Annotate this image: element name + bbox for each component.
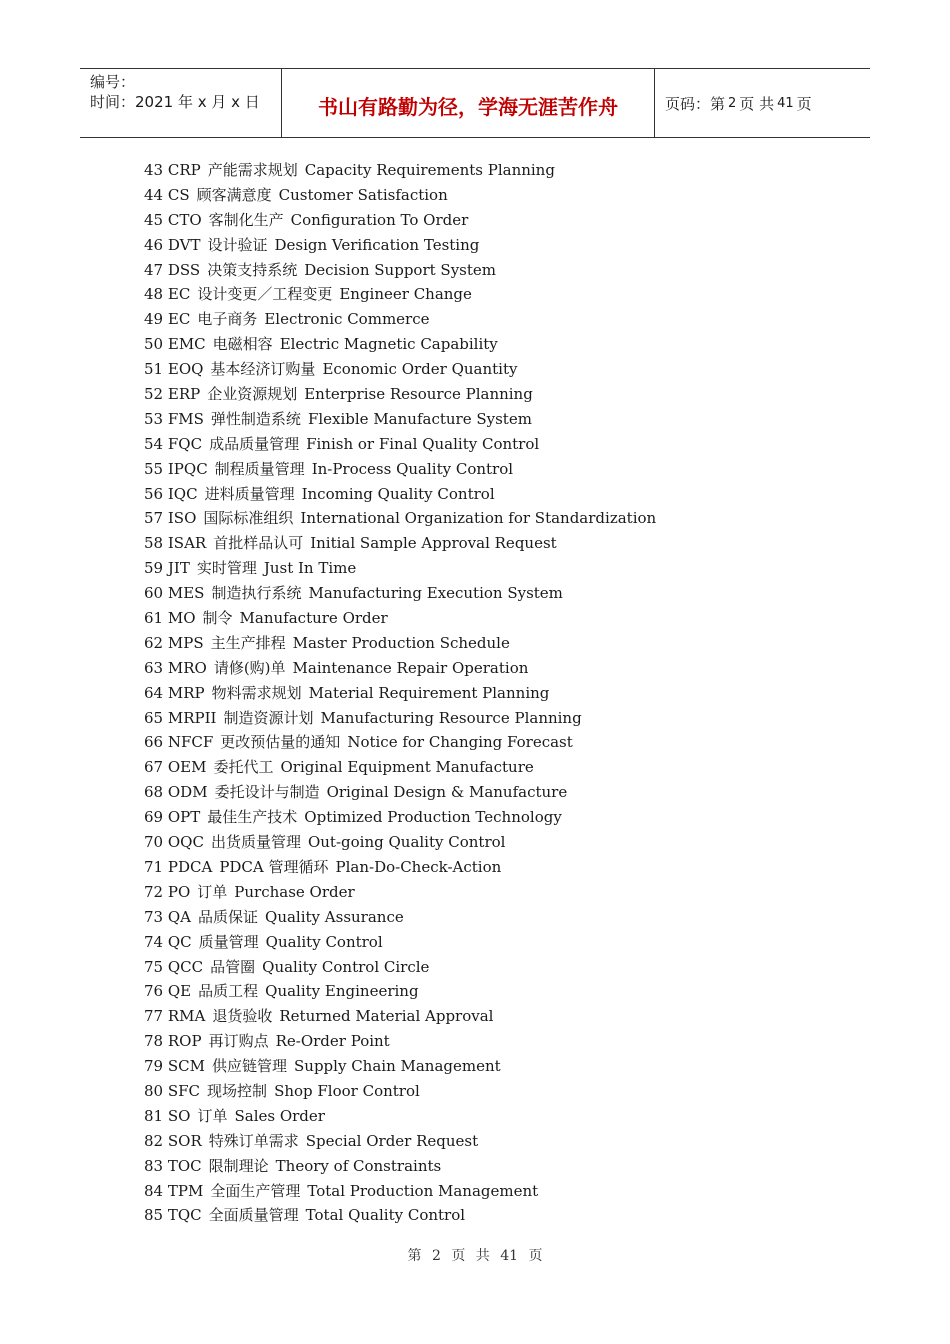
term-number: 70 <box>144 833 164 852</box>
page-prefix: 页码：第 <box>665 94 726 113</box>
term-item <box>144 656 844 681</box>
term-number: 69 <box>144 808 164 827</box>
term-chinese: 最佳生产技术 <box>207 808 298 827</box>
term-item <box>144 805 844 830</box>
term-item <box>144 905 844 930</box>
term-english: Quality Assurance <box>265 907 404 926</box>
footer-di: 第 <box>407 1248 422 1264</box>
term-abbr: OQC <box>167 833 204 852</box>
term-english: Manufacture Order <box>239 609 388 628</box>
term-english: Quality Control <box>265 932 383 951</box>
term-code <box>144 385 200 403</box>
term-english: Total Production Management <box>307 1181 539 1200</box>
term-english: Incoming Quality Control <box>301 484 495 503</box>
term-number: 63 <box>144 658 164 677</box>
term-number: 46 <box>144 235 164 254</box>
term-chinese: 订单 <box>197 1106 228 1125</box>
term-abbr: CRP <box>167 161 201 179</box>
term-number: 80 <box>144 1081 164 1100</box>
term-english: Returned Material Approval <box>279 1007 494 1026</box>
term-abbr: SCM <box>167 1057 205 1076</box>
term-chinese: 弹性制造系统 <box>210 409 301 428</box>
term-chinese: 设计变更／工程变更 <box>197 285 333 304</box>
term-chinese: 限制理论 <box>208 1156 269 1175</box>
term-number: 51 <box>144 360 164 379</box>
term-abbr: QE <box>167 982 192 1001</box>
term-code <box>144 908 191 926</box>
term-item <box>144 531 844 556</box>
term-number: 64 <box>144 683 164 702</box>
term-number: 50 <box>144 335 164 354</box>
term-english: Engineer Change <box>339 285 472 304</box>
term-chinese: 全面质量管理 <box>208 1206 299 1225</box>
term-code <box>144 360 203 378</box>
term-english: In-Process Quality Control <box>311 459 514 478</box>
term-english: International Organization for Standardization <box>300 509 657 528</box>
serial-label: 编号： <box>90 73 136 91</box>
term-english: Special Order Request <box>305 1131 479 1150</box>
term-chinese: 品质保证 <box>198 907 259 926</box>
term-chinese: 实时管理 <box>196 559 257 578</box>
term-abbr: TPM <box>167 1181 204 1200</box>
term-chinese: 主生产排程 <box>210 633 286 652</box>
term-number: 85 <box>144 1206 164 1225</box>
time-label: 时间：2021 年 x 月 x 日 <box>90 93 260 111</box>
term-number: 78 <box>144 1032 164 1051</box>
term-chinese: 物料需求规划 <box>211 683 302 702</box>
term-chinese: 更改预估量的通知 <box>220 733 341 752</box>
term-abbr: CTO <box>167 210 202 229</box>
term-english: Material Requirement Planning <box>308 683 550 702</box>
term-code <box>144 485 198 503</box>
motto: 书山有路勤为径，学海无涯苦作舟 <box>318 94 618 119</box>
term-number: 49 <box>144 310 164 329</box>
term-item <box>144 432 844 457</box>
page-total: 41 <box>777 95 794 111</box>
term-english: Electronic Commerce <box>264 310 430 329</box>
term-item <box>144 1154 844 1179</box>
term-english: Total Quality Control <box>305 1206 466 1225</box>
term-chinese: 供应链管理 <box>212 1057 288 1076</box>
term-code <box>144 236 200 254</box>
term-number: 60 <box>144 584 164 603</box>
term-abbr: ISAR <box>167 534 207 553</box>
term-chinese: 订单 <box>197 882 228 901</box>
term-english: Master Production Schedule <box>292 633 510 652</box>
term-english: Electric Magnetic Capability <box>279 335 498 354</box>
term-item <box>144 208 844 233</box>
term-item <box>144 482 844 507</box>
term-abbr: TQC <box>167 1206 202 1225</box>
term-code <box>144 833 204 851</box>
term-abbr: SOR <box>167 1131 202 1150</box>
term-number: 83 <box>144 1156 164 1175</box>
term-chinese: 成品质量管理 <box>209 434 300 453</box>
term-item <box>144 282 844 307</box>
term-abbr: PDCA <box>167 857 213 876</box>
term-code <box>144 858 212 876</box>
term-number: 73 <box>144 907 164 926</box>
term-code <box>144 1082 200 1100</box>
term-item <box>144 556 844 581</box>
term-item <box>144 183 844 208</box>
term-chinese: 全面生产管理 <box>210 1181 301 1200</box>
page-header <box>80 68 870 138</box>
term-item <box>144 1054 844 1079</box>
term-code <box>144 211 202 229</box>
term-chinese: 电子商务 <box>197 310 258 329</box>
term-abbr: RMA <box>167 1007 206 1026</box>
term-code <box>144 584 204 602</box>
page-suffix: 页 <box>796 94 812 113</box>
term-number: 71 <box>144 857 164 876</box>
footer-page-number: 2 <box>431 1248 441 1264</box>
term-number: 57 <box>144 509 164 528</box>
term-list <box>144 158 844 1228</box>
term-item <box>144 581 844 606</box>
term-item <box>144 1104 844 1129</box>
term-code <box>144 161 201 179</box>
term-item <box>144 979 844 1004</box>
term-code <box>144 659 207 677</box>
term-chinese: 出货质量管理 <box>210 833 301 852</box>
term-abbr: EC <box>167 285 191 304</box>
term-chinese: 特殊订单需求 <box>208 1131 299 1150</box>
footer-ye-end: 页 <box>528 1248 543 1264</box>
term-abbr: MPS <box>167 633 204 652</box>
term-code <box>144 758 206 776</box>
term-chinese: 制造执行系统 <box>211 584 302 603</box>
term-english: Configuration To Order <box>290 210 469 229</box>
term-chinese: 再订购点 <box>208 1032 269 1051</box>
term-english: Original Design & Manufacture <box>326 783 568 802</box>
term-number: 75 <box>144 957 164 976</box>
term-chinese: 首批样品认可 <box>213 534 304 553</box>
term-item <box>144 681 844 706</box>
term-chinese: 品质工程 <box>198 982 259 1001</box>
term-chinese: 制程质量管理 <box>214 459 305 478</box>
term-code <box>144 1182 203 1200</box>
term-chinese: 制令 <box>202 609 233 628</box>
footer-gong: 共 <box>475 1248 490 1264</box>
term-item <box>144 357 844 382</box>
term-chinese: 顾客满意度 <box>196 185 272 204</box>
term-code <box>144 982 191 1000</box>
term-item <box>144 407 844 432</box>
term-code <box>144 709 216 727</box>
term-abbr: MRPII <box>167 708 217 727</box>
term-code <box>144 460 208 478</box>
term-english: Customer Satisfaction <box>278 185 448 204</box>
term-abbr: PO <box>167 882 191 901</box>
term-abbr: NFCF <box>167 733 214 752</box>
term-code <box>144 186 190 204</box>
term-item <box>144 506 844 531</box>
term-item <box>144 233 844 258</box>
term-english: Enterprise Resource Planning <box>304 385 533 404</box>
term-chinese: 国际标准组织 <box>203 509 294 528</box>
term-number: 55 <box>144 459 164 478</box>
term-abbr: QCC <box>167 957 204 976</box>
term-abbr: ROP <box>167 1032 202 1051</box>
term-code <box>144 410 204 428</box>
term-number: 47 <box>144 260 164 279</box>
term-code <box>144 509 196 527</box>
footer-ye: 页 <box>451 1248 466 1264</box>
term-chinese: 品管圈 <box>210 957 256 976</box>
term-code <box>144 435 202 453</box>
term-code <box>144 310 190 328</box>
term-code <box>144 1007 205 1025</box>
term-item <box>144 830 844 855</box>
term-english: Out-going Quality Control <box>307 833 506 852</box>
term-abbr: FQC <box>167 434 203 453</box>
term-number: 82 <box>144 1131 164 1150</box>
term-number: 59 <box>144 559 164 578</box>
term-number: 48 <box>144 285 164 304</box>
term-item <box>144 332 844 357</box>
term-english: Original Equipment Manufacture <box>280 758 534 777</box>
term-code <box>144 1157 202 1175</box>
term-item <box>144 880 844 905</box>
term-code <box>144 733 213 751</box>
term-chinese: 质量管理 <box>198 932 259 951</box>
term-number: 79 <box>144 1057 164 1076</box>
term-number: 65 <box>144 708 164 727</box>
term-number: 84 <box>144 1181 164 1200</box>
term-english: Purchase Order <box>234 882 355 901</box>
term-abbr: SO <box>167 1106 191 1125</box>
term-english: Optimized Production Technology <box>304 808 562 827</box>
term-english: Decision Support System <box>304 260 496 279</box>
term-code <box>144 933 192 951</box>
term-code <box>144 1057 205 1075</box>
term-chinese: 请修(购)单 <box>213 658 286 677</box>
term-chinese: 决策支持系统 <box>207 260 298 279</box>
term-english: Manufacturing Resource Planning <box>320 708 582 727</box>
term-number: 53 <box>144 409 164 428</box>
term-chinese: 制造资源计划 <box>223 708 314 727</box>
term-code <box>144 634 204 652</box>
term-code <box>144 1132 202 1150</box>
term-item <box>144 382 844 407</box>
page-mid: 页 共 <box>739 94 775 113</box>
term-item <box>144 955 844 980</box>
term-number: 61 <box>144 609 164 628</box>
term-english: Sales Order <box>234 1106 325 1125</box>
term-english: Finish or Final Quality Control <box>306 434 540 453</box>
term-item <box>144 1079 844 1104</box>
term-item <box>144 855 844 880</box>
term-abbr: SFC <box>167 1081 201 1100</box>
header-motto-cell <box>281 69 655 137</box>
term-number: 76 <box>144 982 164 1001</box>
term-abbr: EC <box>167 310 191 329</box>
term-abbr: EMC <box>167 335 206 354</box>
page-footer <box>0 1245 950 1265</box>
term-code <box>144 534 206 552</box>
term-item <box>144 1179 844 1204</box>
header-page-info <box>655 69 870 137</box>
term-item <box>144 631 844 656</box>
term-english: Initial Sample Approval Request <box>310 534 557 553</box>
footer-page-total: 41 <box>500 1248 519 1264</box>
term-code <box>144 783 208 801</box>
term-item <box>144 1029 844 1054</box>
term-chinese: 进料质量管理 <box>204 484 295 503</box>
term-chinese: 委托代工 <box>213 758 274 777</box>
term-chinese: 基本经济订购量 <box>210 360 316 379</box>
term-english: Economic Order Quantity <box>322 360 518 379</box>
term-item <box>144 606 844 631</box>
term-english: Supply Chain Management <box>294 1057 501 1076</box>
term-code <box>144 335 206 353</box>
term-code <box>144 808 200 826</box>
term-code <box>144 261 200 279</box>
term-code <box>144 883 190 901</box>
term-abbr: OPT <box>167 808 201 827</box>
term-abbr: CS <box>167 185 190 204</box>
term-chinese: PDCA 管理循环 <box>219 857 329 876</box>
term-english: Just In Time <box>263 559 357 578</box>
term-number: 45 <box>144 210 164 229</box>
term-number: 58 <box>144 534 164 553</box>
term-chinese: 客制化生产 <box>208 210 284 229</box>
term-abbr: ISO <box>167 509 197 528</box>
term-english: Quality Control Circle <box>262 957 430 976</box>
term-english: Capacity Requirements Planning <box>304 161 555 179</box>
term-chinese: 电磁相容 <box>212 335 273 354</box>
term-number: 72 <box>144 882 164 901</box>
term-number: 77 <box>144 1007 164 1026</box>
term-item <box>144 1004 844 1029</box>
term-abbr: OEM <box>167 758 207 777</box>
term-abbr: TOC <box>167 1156 202 1175</box>
term-number: 81 <box>144 1106 164 1125</box>
term-abbr: MO <box>167 609 196 628</box>
term-code <box>144 958 203 976</box>
term-english: Shop Floor Control <box>274 1081 420 1100</box>
term-abbr: FMS <box>167 409 204 428</box>
term-abbr: IQC <box>167 484 198 503</box>
term-number: 44 <box>144 185 164 204</box>
term-chinese: 委托设计与制造 <box>214 783 320 802</box>
term-item <box>144 258 844 283</box>
term-code <box>144 684 205 702</box>
term-abbr: MES <box>167 584 205 603</box>
term-chinese: 设计验证 <box>207 235 268 254</box>
term-number: 74 <box>144 932 164 951</box>
term-english: Quality Engineering <box>265 982 419 1001</box>
term-item <box>144 755 844 780</box>
page-number: 2 <box>728 95 737 111</box>
term-number: 52 <box>144 385 164 404</box>
term-english: Manufacturing Execution System <box>308 584 563 603</box>
term-abbr: ERP <box>167 385 201 404</box>
term-code <box>144 1206 202 1224</box>
term-code <box>144 609 196 627</box>
term-chinese: 现场控制 <box>207 1081 268 1100</box>
term-code <box>144 285 190 303</box>
term-abbr: MRP <box>167 683 205 702</box>
term-item <box>144 457 844 482</box>
term-english: Flexible Manufacture System <box>307 409 532 428</box>
term-english: Plan-Do-Check-Action <box>335 857 502 876</box>
term-item <box>144 307 844 332</box>
term-code <box>144 1032 202 1050</box>
term-abbr: IPQC <box>167 459 208 478</box>
term-number: 43 <box>144 161 164 179</box>
term-english: Maintenance Repair Operation <box>292 658 529 677</box>
term-item <box>144 1203 844 1228</box>
term-abbr: JIT <box>167 559 190 578</box>
term-chinese: 企业资源规划 <box>207 385 298 404</box>
term-item <box>144 930 844 955</box>
term-english: Design Verification Testing <box>274 235 480 254</box>
term-abbr: EOQ <box>167 360 204 379</box>
term-abbr: DVT <box>167 235 201 254</box>
term-number: 67 <box>144 758 164 777</box>
term-english: Re-Order Point <box>275 1032 390 1051</box>
term-number: 66 <box>144 733 164 752</box>
term-item <box>144 780 844 805</box>
term-english: Theory of Constraints <box>275 1156 442 1175</box>
term-number: 62 <box>144 633 164 652</box>
term-english: Notice for Changing Forecast <box>347 733 573 752</box>
term-chinese: 退货验收 <box>212 1007 273 1026</box>
term-abbr: ODM <box>167 783 208 802</box>
term-abbr: MRO <box>167 658 207 677</box>
term-code <box>144 559 190 577</box>
term-item <box>144 730 844 755</box>
term-number: 56 <box>144 484 164 503</box>
term-item <box>144 158 844 183</box>
term-chinese: 产能需求规划 <box>207 161 298 179</box>
term-code <box>144 1107 190 1125</box>
header-meta <box>80 69 281 137</box>
term-number: 68 <box>144 783 164 802</box>
term-abbr: QA <box>167 907 192 926</box>
term-abbr: DSS <box>167 260 201 279</box>
term-item <box>144 1129 844 1154</box>
term-abbr: QC <box>167 932 192 951</box>
term-number: 54 <box>144 434 164 453</box>
term-item <box>144 706 844 731</box>
